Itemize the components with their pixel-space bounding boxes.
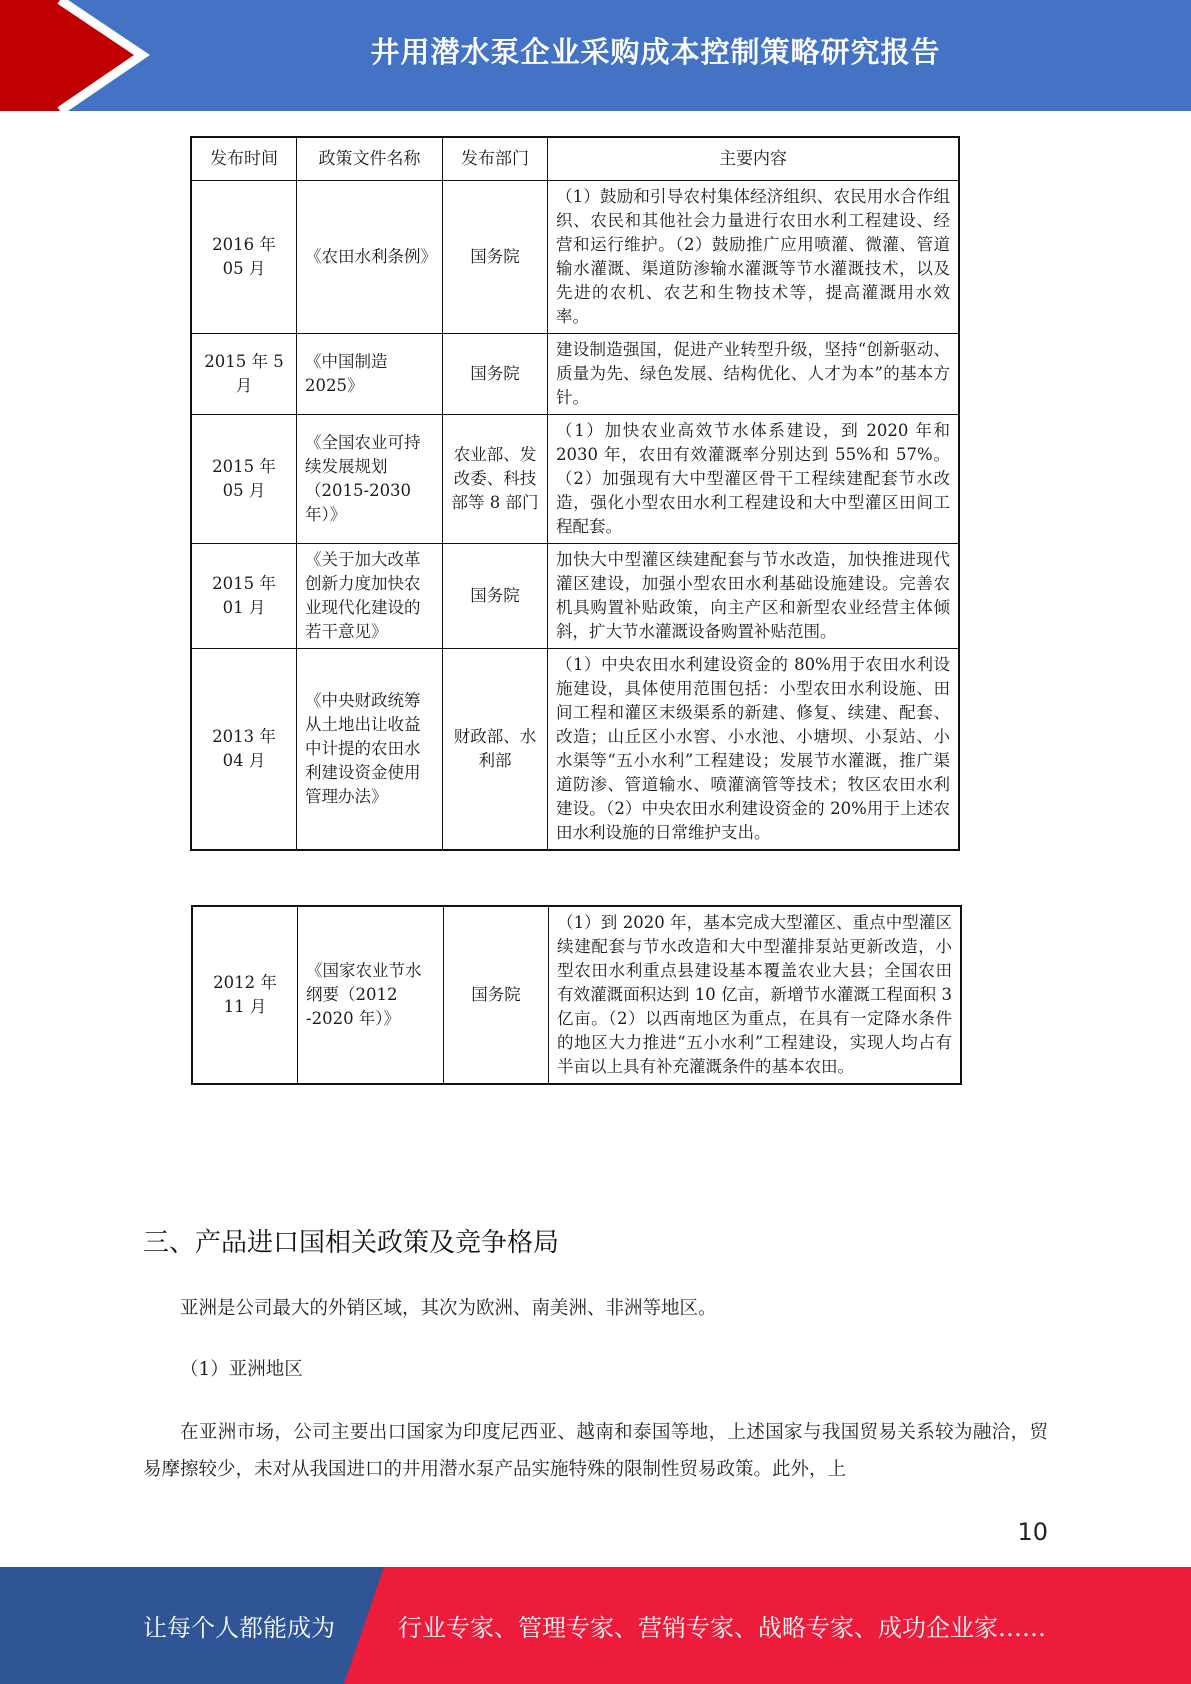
table-row [191, 649, 959, 851]
policy-table [190, 136, 960, 851]
cell-department: 财政部、水利部 [443, 649, 548, 851]
cell-department: 国务院 [443, 334, 548, 415]
cell-date: 2013 年 04 月 [191, 649, 297, 851]
paragraph: 亚洲是公司最大的外销区域，其次为欧洲、南美洲、非洲等地区。 [180, 1298, 717, 1319]
cell-document-name: 《关于加大改革创新力度加快农业现代化建设的若干意见》 [297, 544, 443, 649]
table-row [192, 906, 961, 1084]
table-header-row [191, 137, 959, 181]
cell-date: 2015 年 05 月 [191, 415, 297, 544]
policy-table-continued [191, 905, 962, 1085]
cell-main-content: 加快大中型灌区续建配套与节水改造，加快推进现代灌区建设，加强小型农田水利基础设施建设。完善农机具购置补贴政策，向主产区和新型农业经营主体倾斜，扩大节水灌溉设备购置补贴范围。 [548, 544, 960, 649]
cell-date: 2015 年 5 月 [191, 334, 297, 415]
cell-document-name: 《中国制造 2025》 [297, 334, 443, 415]
cell-department: 国务院 [444, 906, 549, 1084]
cell-date: 2015 年 01 月 [191, 544, 297, 649]
column-header-department: 发布部门 [443, 137, 548, 181]
column-header-document-name: 政策文件名称 [297, 137, 443, 181]
report-title: 井用潜水泵企业采购成本控制策略研究报告 [370, 34, 941, 69]
table-row [191, 415, 959, 544]
cell-main-content: （1）加快农业高效节水体系建设，到 2020 年和 2030 年，农田有效灌溉率分别达到 55%和 57%。（2）加强现有大中型灌区骨干工程续建配套节水改造，强化小型农田水利工程建设和大中型灌区田间工程配套。 [548, 415, 960, 544]
table-row [191, 544, 959, 649]
cell-date: 2012 年 11 月 [192, 906, 298, 1084]
footer-slogan-left: 让每个人都能成为 [143, 1614, 335, 1642]
page-footer [0, 1567, 1191, 1684]
cell-document-name: 《农田水利条例》 [297, 181, 443, 334]
table-row [191, 334, 959, 415]
cell-main-content: （1）中央农田水利建设资金的 80%用于农田水利设施建设，具体使用范围包括：小型农田水利设施、田间工程和灌区末级渠系的新建、修复、续建、配套、改造；山丘区小水窖、小水池、小塘坝、小泵站、小水渠等“五小水利”工程建设；发展节水灌溉，推广渠道防渗、管道输水、喷灌滴管等技术；牧区农田水利建设。（2）中央农田水利建设资金的 20%用于上述农田水利设施的日常维护支出。 [548, 649, 960, 851]
cell-department: 国务院 [443, 181, 548, 334]
cell-main-content: （1）到 2020 年，基本完成大型灌区、重点中型灌区续建配套与节水改造和大中型灌排泵站更新改造，小型农田水利重点县建设基本覆盖农业大县；全国农田有效灌溉面积达到 10 亿亩，新增节水灌溉工程面积 3 亿亩。（2）以西南地区为重点，在具有一定降水条件的地区大力推进“五小水利”工程建设，实现人均占有半亩以上具有补充灌溉条件的基本农田。 [549, 906, 962, 1084]
cell-department: 农业部、发改委、科技部等 8 部门 [443, 415, 548, 544]
subheading: （1）亚洲地区 [180, 1359, 303, 1380]
header-red-arrow-decoration [0, 0, 152, 111]
cell-document-name: 《全国农业可持续发展规划（2015-2030 年）》 [297, 415, 443, 544]
cell-main-content: 建设制造强国，促进产业转型升级，坚持“创新驱动、质量为先、绿色发展、结构优化、人才为本”的基本方针。 [548, 334, 960, 415]
cell-department: 国务院 [443, 544, 548, 649]
page-header [0, 0, 1191, 111]
footer-slogan-right: 行业专家、管理专家、营销专家、战略专家、成功企业家…… [398, 1614, 1046, 1642]
cell-document-name: 《中央财政统筹从土地出让收益中计提的农田水利建设资金使用管理办法》 [297, 649, 443, 851]
paragraph: 在亚洲市场，公司主要出口国家为印度尼西亚、越南和泰国等地，上述国家与我国贸易关系较为融洽，贸易摩擦较少，未对从我国进口的井用潜水泵产品实施特殊的限制性贸易政策。此外，上 [143, 1422, 1048, 1480]
section-heading: 三、产品进口国相关政策及竞争格局 [143, 1228, 560, 1258]
column-header-main-content: 主要内容 [548, 137, 960, 181]
cell-main-content: （1）鼓励和引导农村集体经济组织、农民用水合作组织、农民和其他社会力量进行农田水利工程建设、经营和运行维护。（2）鼓励推广应用喷灌、微灌、管道输水灌溉、渠道防渗输水灌溉等节水灌溉技术，以及先进的农机、农艺和生物技术等，提高灌溉用水效率。 [548, 181, 960, 334]
cell-document-name: 《国家农业节水纲要（2012 -2020 年）》 [298, 906, 444, 1084]
page-number: 10 [1017, 1518, 1048, 1546]
column-header-date: 发布时间 [191, 137, 297, 181]
table-row [191, 181, 959, 334]
cell-date: 2016 年 05 月 [191, 181, 297, 334]
